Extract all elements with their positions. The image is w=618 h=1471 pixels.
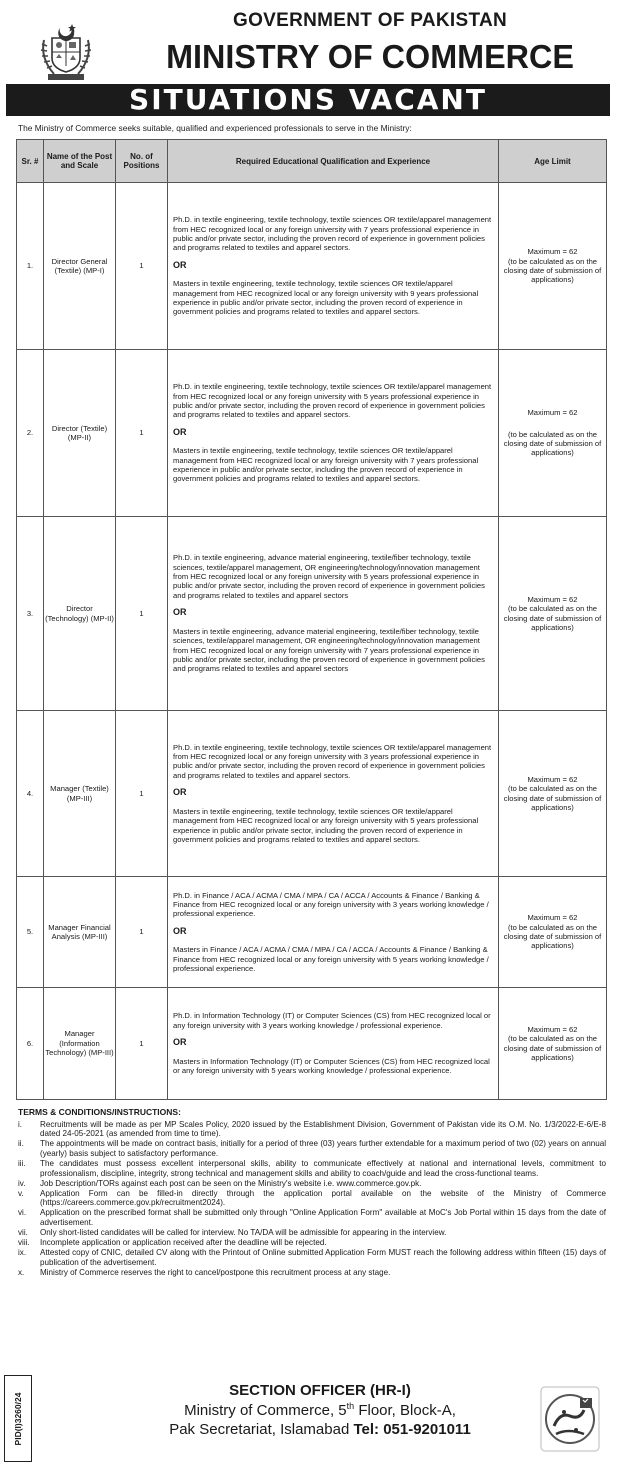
post-cell: Director (Technology) (MP-II) — [44, 517, 116, 711]
age-note: (to be calculated as on the closing date of submission of applications) — [503, 784, 602, 812]
address-part: Ministry of Commerce, 5 — [184, 1402, 347, 1419]
post-cell: Manager Financial Analysis (MP-III) — [44, 877, 116, 988]
post-cell: Director General (Textile) (MP-I) — [44, 183, 116, 350]
situations-vacant-banner: SITUATIONS VACANT — [6, 84, 610, 116]
table-row — [17, 517, 607, 711]
item-number: x. — [18, 1268, 25, 1277]
address-superscript: th — [346, 1401, 355, 1411]
qualification-phd: Ph.D. in Information Technology (IT) or Computer Sciences (CS) from HEC recognized local or any foreign university with 3 years working knowledge / professional experience. — [173, 1011, 491, 1030]
positions-cell: 1 — [116, 350, 168, 517]
or-label: OR — [173, 1037, 187, 1048]
post-cell: Manager (Textile) (MP-III) — [44, 711, 116, 877]
positions-cell: 1 — [116, 988, 168, 1100]
age-maximum: Maximum = 62 — [527, 247, 578, 257]
address-line-1 — [120, 1401, 520, 1419]
address-line-2 — [120, 1421, 520, 1438]
positions-cell: 1 — [116, 517, 168, 711]
qualification-cell — [168, 711, 499, 877]
or-label: OR — [173, 607, 187, 618]
table-row — [17, 350, 607, 517]
section-officer: SECTION OFFICER (HR-I) — [229, 1382, 411, 1399]
terms-heading: TERMS & CONDITIONS/INSTRUCTIONS: — [18, 1107, 181, 1117]
qualification-masters: Masters in Finance / ACA / ACMA / CMA / MPA / CA / ACCA / Accounts & Finance / Banking & Finance from HEC recognized local or any foreign university with 5 years working knowledge / professional experience. — [173, 945, 489, 974]
table-row — [17, 988, 607, 1100]
telephone: Tel: 051-9201011 — [353, 1421, 471, 1438]
qualification-phd: Ph.D. in Finance / ACA / ACMA / CMA / MPA / CA / ACCA / Accounts & Finance / Banking & Finance from HEC recognized local or any foreign university with 3 years working knowledge / professional experience. — [173, 890, 489, 919]
qualification-masters: Masters in Information Technology (IT) or Computer Sciences (CS) from HEC recognized local or any foreign university with 5 years working knowledge / professional experience. — [173, 1056, 490, 1076]
item-text: Incomplete application or application received after the deadline will be rejected. — [40, 1238, 327, 1248]
sr-cell: 4. — [17, 711, 44, 877]
qualification-phd: Ph.D. in textile engineering, textile technology, textile sciences OR textile/apparel management from HEC recognized local or any foreign university with 7 years professional experience in public and/or private sector, including the proven record of experience in government policies and programs related to textiles and apparel sectors. — [173, 215, 492, 253]
list-item — [16, 1139, 606, 1158]
contact-block — [120, 1382, 520, 1438]
qualification-cell — [168, 517, 499, 711]
list-item — [16, 1228, 606, 1238]
table-row — [17, 877, 607, 988]
list-item — [16, 1238, 606, 1248]
or-label: OR — [173, 925, 187, 936]
sr-cell: 6. — [17, 988, 44, 1100]
table-header-row — [17, 140, 607, 183]
col-header-age: Age Limit — [499, 140, 607, 183]
list-item — [16, 1120, 606, 1139]
age-note: (to be calculated as on the closing date of submission of applications) — [503, 429, 602, 458]
age-note: (to be calculated as on the closing date of submission of applications) — [503, 604, 602, 632]
qualification-masters: Masters in textile engineering, advance material engineering, textile/fiber technology, textile sciences, textile/apparel management, OR engineering/technology/innovation management from HEC recognized local or any foreign university with 7 years professional experience in public and/or private sector, including the proven record of experience in government policies and programs related to textiles and apparel sectors — [173, 626, 485, 674]
col-header-post: Name of the Post and Scale — [44, 140, 116, 183]
age-maximum: Maximum = 62 — [527, 594, 578, 604]
item-number: iii. — [18, 1158, 26, 1168]
item-number: iv. — [18, 1178, 26, 1188]
qualification-masters: Masters in textile engineering, textile technology, textile sciences OR textile/apparel management from HEC recognized local or any foreign university with 5 years professional experience in public and/or private sector, including the proven record of experience in government policies and programs related to textiles and apparel sectors. — [173, 806, 479, 844]
age-cell — [499, 517, 607, 711]
pid-box — [4, 1375, 32, 1462]
list-item — [16, 1159, 606, 1178]
age-maximum: Maximum = 62 — [527, 774, 578, 784]
qualification-masters: Masters in textile engineering, textile technology, textile sciences OR textile/apparel management from HEC recognized local or any foreign university with 7 years professional experience in public and/or private sector, including the proven record of experience in government policies and programs related to textiles and apparel sectors. — [173, 446, 479, 484]
item-text: Application Form can be filled-in directly through the application portal available on the website of the Ministry of Commerce (https://careers.commerce.gov.pk/recruitment2024). — [40, 1188, 606, 1208]
positions-cell: 1 — [116, 183, 168, 350]
qualification-phd: Ph.D. in textile engineering, advance material engineering, textile/fiber technology, textile sciences, textile/apparel management, OR engineering/technology/innovation management from HEC recognized local or any foreign university with 5 years professional experience in public and/or private sector, including the proven record of experience in government policies and programs related to textiles and apparel sectors — [173, 553, 485, 600]
col-header-qualification: Required Educational Qualification and Experience — [168, 140, 499, 183]
age-maximum: Maximum = 62 — [527, 408, 578, 418]
sr-cell: 2. — [17, 350, 44, 517]
qualification-cell — [168, 183, 499, 350]
item-number: vi. — [18, 1208, 27, 1218]
item-number: ii. — [18, 1139, 24, 1149]
government-title: GOVERNMENT OF PAKISTAN — [232, 10, 507, 31]
pid-number: PID(I)3260/24 — [13, 1392, 23, 1445]
state-emblem-icon — [38, 20, 94, 84]
positions-cell: 1 — [116, 711, 168, 877]
list-item — [16, 1179, 606, 1189]
sr-cell: 1. — [17, 183, 44, 350]
age-cell — [499, 711, 607, 877]
or-label: OR — [173, 426, 187, 437]
age-cell — [499, 183, 607, 350]
post-cell: Director (Textile) (MP-II) — [44, 350, 116, 517]
age-maximum: Maximum = 62 — [527, 913, 578, 923]
item-text: Job Description/TORs against each post can be seen on the Ministry's website i.e. www.commerce.gov.pk. — [40, 1178, 422, 1188]
qualification-cell — [168, 988, 499, 1100]
sr-cell: 5. — [17, 877, 44, 988]
or-label: OR — [173, 787, 187, 798]
item-text: Recruitments will be made as per MP Scales Policy, 2020 issued by the Establishment Division, Government of Pakistan vide its O.M. No. 1/3/2022-E-6/E-8 dated 24-05-2021 (as amended from time to time). — [40, 1119, 606, 1139]
item-text: Attested copy of CNIC, detailed CV along with the Printout of Online submitted Application Form MUST reach the following address within fifteen (15) days of publication of the advertisement. — [40, 1248, 606, 1267]
sr-cell: 3. — [17, 517, 44, 711]
positions-cell: 1 — [116, 877, 168, 988]
table-row — [17, 711, 607, 877]
qualification-phd: Ph.D. in textile engineering, textile technology, textile sciences OR textile/apparel management from HEC recognized local or any foreign university with 5 years professional experience in public and/or private sector, including the proven record of experience in government policies and programs related to textiles and apparel sectors. — [173, 382, 492, 420]
terms-section — [16, 1108, 606, 1278]
col-header-positions: No. of Positions — [116, 140, 168, 183]
item-text: The appointments will be made on contract basis, initially for a period of three (03) years further extendable for a maximum period of two (02) years on annual (yearly) basis subject to satisfactory performance. — [40, 1139, 606, 1158]
col-header-sr: Sr. # — [17, 140, 44, 183]
or-label: OR — [173, 259, 187, 270]
intro-text: The Ministry of Commerce seeks suitable, qualified and experienced professionals to serve in the Ministry: — [18, 123, 412, 133]
terms-list — [16, 1120, 606, 1278]
age-cell — [499, 988, 607, 1100]
item-number: viii. — [18, 1238, 30, 1248]
qualification-cell — [168, 350, 499, 517]
item-text: Only short-listed candidates will be called for interview. No TA/DA will be admissible for appearing in the interview. — [40, 1228, 447, 1238]
item-text: Application on the prescribed format shall be submitted only through "Online Application Form" available at MoC's Job Portal within 15 days from the date of advertisement. — [40, 1208, 606, 1228]
ministry-title: MINISTRY OF COMMERCE — [166, 38, 574, 75]
table-row — [17, 183, 607, 350]
item-text: Ministry of Commerce reserves the right to cancel/postpone this recruitment process at any stage. — [40, 1268, 391, 1277]
age-note: (to be calculated as on the closing date of submission of applications) — [503, 256, 602, 285]
qualification-phd: Ph.D. in textile engineering, textile technology, textile sciences OR textile/apparel management from HEC recognized local or any foreign university with 3 years professional experience in public and/or private sector, including the proven record of experience in government policies and programs related to textiles and apparel sectors. — [173, 742, 492, 780]
age-note: (to be calculated as on the closing date of submission of applications) — [503, 922, 602, 951]
campaign-logo-icon — [540, 1386, 600, 1452]
age-cell — [499, 877, 607, 988]
qualification-cell — [168, 877, 499, 988]
item-text: The candidates must possess excellent interpersonal skills, ability to communicate effectively at national and international levels, commitment to professionalism, discipline, integrity, strong technical and management skills and ability to coach/guide and lead the cross-functional teams. — [40, 1158, 606, 1178]
item-number: i. — [18, 1119, 23, 1129]
age-maximum: Maximum = 62 — [527, 1024, 578, 1034]
address-part: Floor, Block-A, — [354, 1402, 456, 1419]
address-part: Pak Secretariat, Islamabad — [169, 1421, 354, 1438]
list-item — [16, 1189, 606, 1208]
age-cell — [499, 350, 607, 517]
item-number: vii. — [18, 1228, 28, 1238]
item-number: v. — [18, 1188, 24, 1198]
qualification-masters: Masters in textile engineering, textile technology, textile sciences OR textile/apparel management from HEC recognized local or any foreign university with 9 years professional experience in public and/or private sector, including the proven record of experience in government policies and programs related to textiles and apparel sectors. — [173, 279, 479, 317]
age-note: (to be calculated as on the closing date of submission of applications) — [503, 1034, 602, 1062]
item-number: ix. — [18, 1248, 27, 1258]
list-item — [16, 1248, 606, 1267]
vacancy-table — [16, 139, 607, 1100]
list-item — [16, 1268, 606, 1278]
post-cell: Manager (Information Technology) (MP-III) — [44, 988, 116, 1100]
list-item — [16, 1208, 606, 1227]
